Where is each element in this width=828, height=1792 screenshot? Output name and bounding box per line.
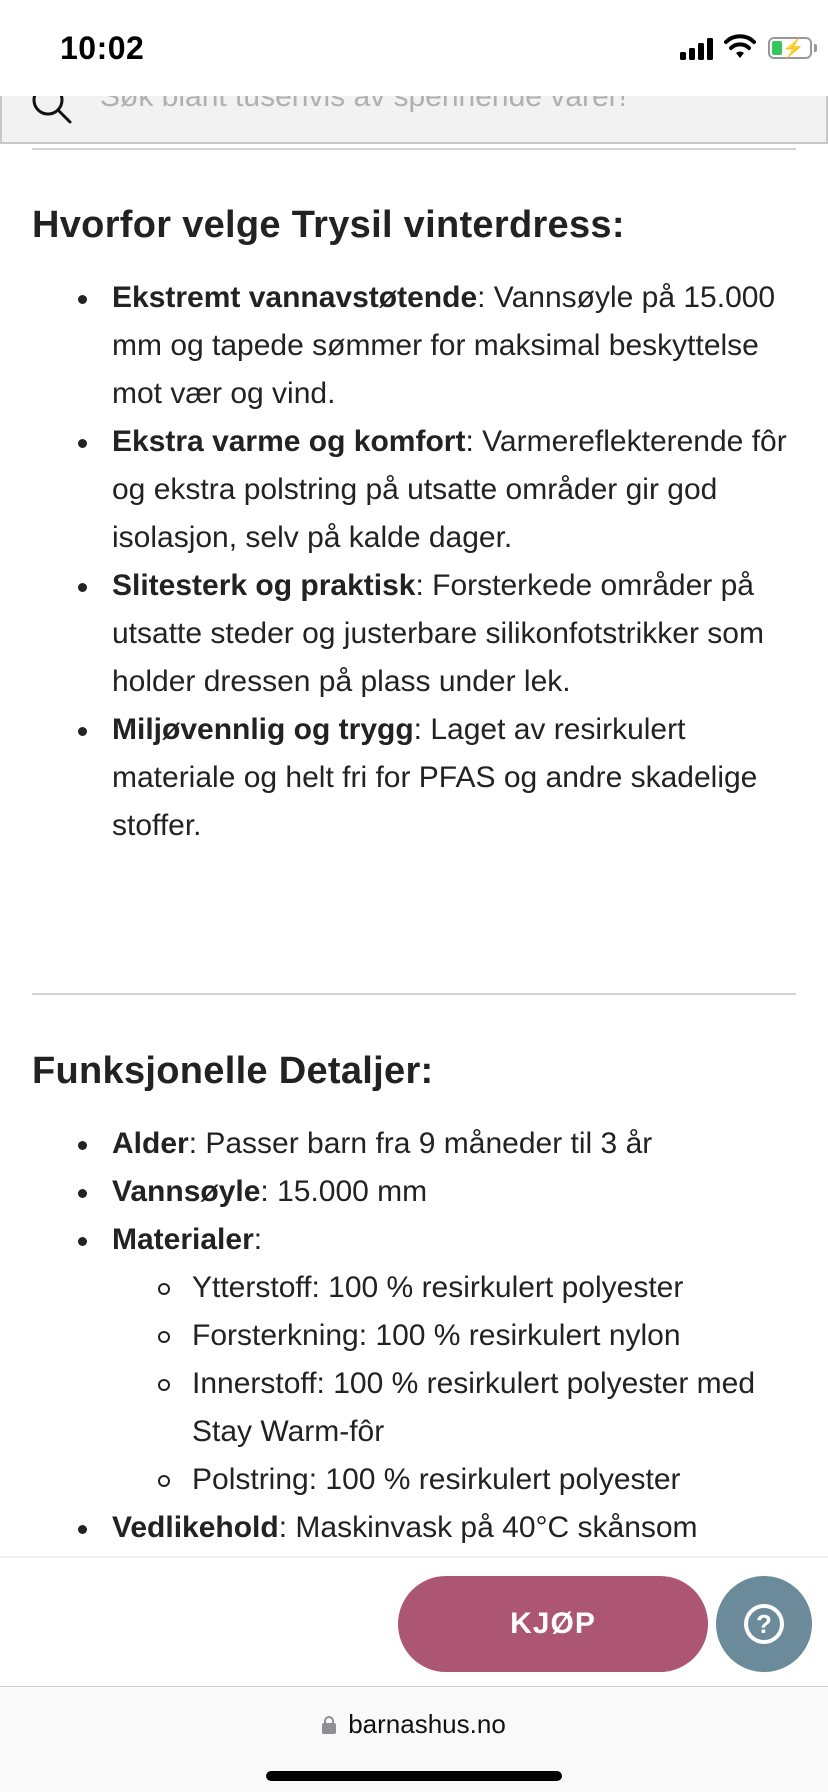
help-button[interactable] bbox=[716, 1576, 812, 1672]
item-label: Ekstremt vannavstøtende bbox=[112, 281, 478, 314]
item-text: : Passer barn fra 9 måneder til 3 år bbox=[188, 1127, 653, 1160]
buy-button[interactable]: KJØP bbox=[398, 1576, 708, 1672]
search-icon[interactable] bbox=[30, 96, 74, 126]
item-text: : Varmereflekterende fôr og ekstra polstring på utsatte områder gir god isolasjon, selv på kalde dager. bbox=[112, 425, 787, 554]
list-item bbox=[0, 706, 828, 850]
item-text: : 15.000 mm bbox=[260, 1175, 428, 1208]
item-label: Alder bbox=[112, 1127, 189, 1160]
why-list bbox=[0, 274, 828, 850]
status-bar bbox=[0, 0, 828, 96]
item-text: : Forsterkede områder på utsatte steder og justerbare silikonfotstrikker som holder dressen på plass under lek. bbox=[112, 569, 764, 698]
item-label: Materialer bbox=[112, 1223, 254, 1256]
sublist-item: Forsterkning: 100 % resirkulert nylon bbox=[112, 1312, 798, 1360]
item-text: : Maskinvask på 40°C skånsom bbox=[278, 1511, 698, 1544]
home-indicator[interactable] bbox=[266, 1771, 562, 1781]
sublist-item: Innerstoff: 100 % resirkulert polyester med Stay Warm-fôr bbox=[112, 1360, 798, 1456]
url-display[interactable] bbox=[0, 1709, 828, 1740]
url-text: barnashus.no bbox=[348, 1709, 506, 1739]
list-item bbox=[0, 1216, 828, 1504]
battery-charging-icon: ⚡ bbox=[768, 37, 812, 59]
browser-url-bar[interactable] bbox=[0, 1686, 828, 1792]
item-label: Vedlikehold bbox=[112, 1511, 279, 1544]
item-label: Vannsøyle bbox=[112, 1175, 261, 1208]
item-label: Ekstra varme og komfort bbox=[112, 425, 466, 458]
section-title-why: Hvorfor velge Trysil vinterdress: bbox=[32, 204, 625, 246]
question-icon: ? bbox=[744, 1604, 784, 1644]
materials-sublist bbox=[112, 1264, 798, 1504]
item-label: Slitesterk og praktisk bbox=[112, 569, 416, 602]
item-text: : bbox=[253, 1223, 263, 1256]
wifi-icon bbox=[724, 34, 756, 60]
battery-cap bbox=[814, 44, 817, 52]
section-divider bbox=[32, 993, 796, 995]
list-item bbox=[0, 1168, 828, 1216]
search-input[interactable] bbox=[100, 96, 800, 114]
list-item bbox=[0, 274, 828, 418]
item-text: : Vannsøyle på 15.000 mm og tapede sømmer for maksimal beskyttelse mot vær og vind. bbox=[112, 281, 776, 410]
details-list bbox=[0, 1120, 828, 1552]
buy-bar bbox=[0, 1556, 828, 1686]
section-title-details: Funksjonelle Detaljer: bbox=[32, 1050, 434, 1092]
status-time: 10:02 bbox=[60, 30, 145, 66]
item-label: Miljøvennlig og trygg bbox=[112, 713, 414, 746]
search-bar[interactable] bbox=[0, 96, 828, 144]
status-icons bbox=[628, 34, 828, 64]
sublist-item: Ytterstoff: 100 % resirkulert polyester bbox=[112, 1264, 798, 1312]
item-text: : Laget av resirkulert materiale og helt fri for PFAS og andre skadelige stoffer. bbox=[112, 713, 758, 842]
list-item bbox=[0, 1504, 828, 1552]
list-item bbox=[0, 562, 828, 706]
sublist-item: Polstring: 100 % resirkulert polyester bbox=[112, 1456, 798, 1504]
list-item bbox=[0, 1120, 828, 1168]
list-item bbox=[0, 418, 828, 562]
section-divider bbox=[32, 148, 796, 150]
lock-icon bbox=[322, 1716, 336, 1734]
cellular-signal-icon bbox=[680, 38, 718, 60]
